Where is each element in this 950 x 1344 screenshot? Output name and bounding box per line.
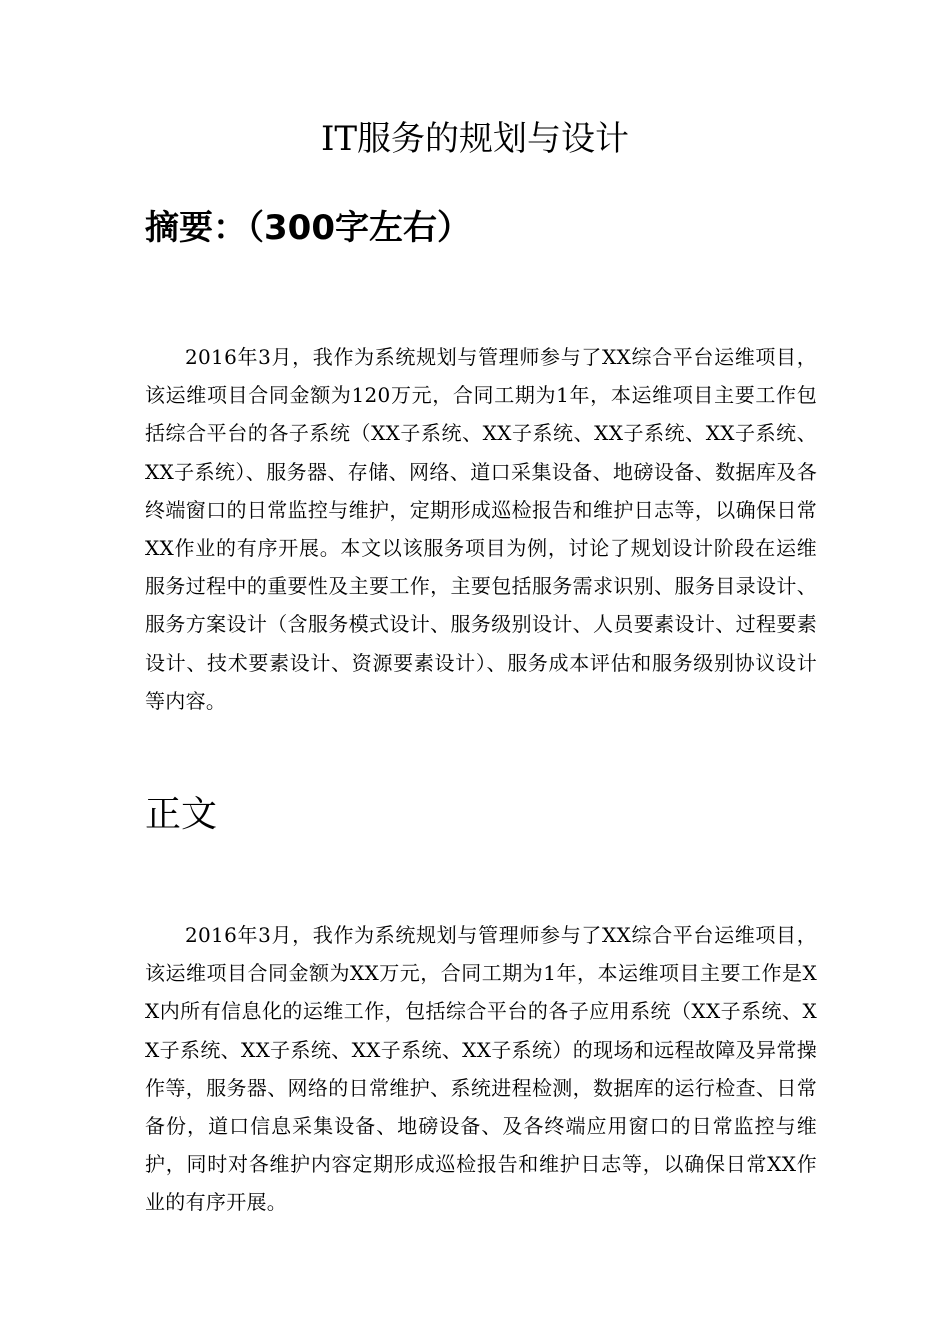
body-paragraph: 2016年3月，我作为系统规划与管理师参与了XX综合平台运维项目，该运维项目合同金额为XX万元，合同工期为1年，本运维项目主要工作是XX内所有信息化的运维工作，包括综合平台的各子应用系统（XX子系统、XX子系统、XX子系统、XX子系统、XX子系统）的现场和远程故障及异常操作等，服务器、网络的日常维护、系统进程检测，数据库的运行检查、日常备份，道口信息采集设备、地磅设备、及各终端应用窗口的日常监控与维护，同时对各维护内容定期形成巡检报告和维护日志等，以确保日常XX作业的有序开展。	[145, 923, 817, 1215]
body-heading: 正文	[145, 794, 218, 835]
abstract-paragraph: 2016年3月，我作为系统规划与管理师参与了XX综合平台运维项目，该运维项目合同金额为120万元，合同工期为1年，本运维项目主要工作包括综合平台的各子系统（XX子系统、XX子系统、XX子系统、XX子系统、XX子系统）、服务器、存储、网络、道口采集设备、地磅设备、数据库及各终端窗口的日常监控与维护，定期形成巡检报告和维护日志等，以确保日常XX作业的有序开展。本文以该服务项目为例，讨论了规划设计阶段在运维服务过程中的重要性及主要工作，主要包括服务需求识别、服务目录设计、服务方案设计（含服务模式设计、服务级别设计、人员要素设计、过程要素设计、技术要素设计、资源要素设计）、服务成本评估和服务级别协议设计等内容。	[145, 345, 817, 713]
abstract-heading: 摘要：（300字左右）	[145, 208, 471, 248]
document-title: IT服务的规划与设计	[320, 119, 630, 159]
